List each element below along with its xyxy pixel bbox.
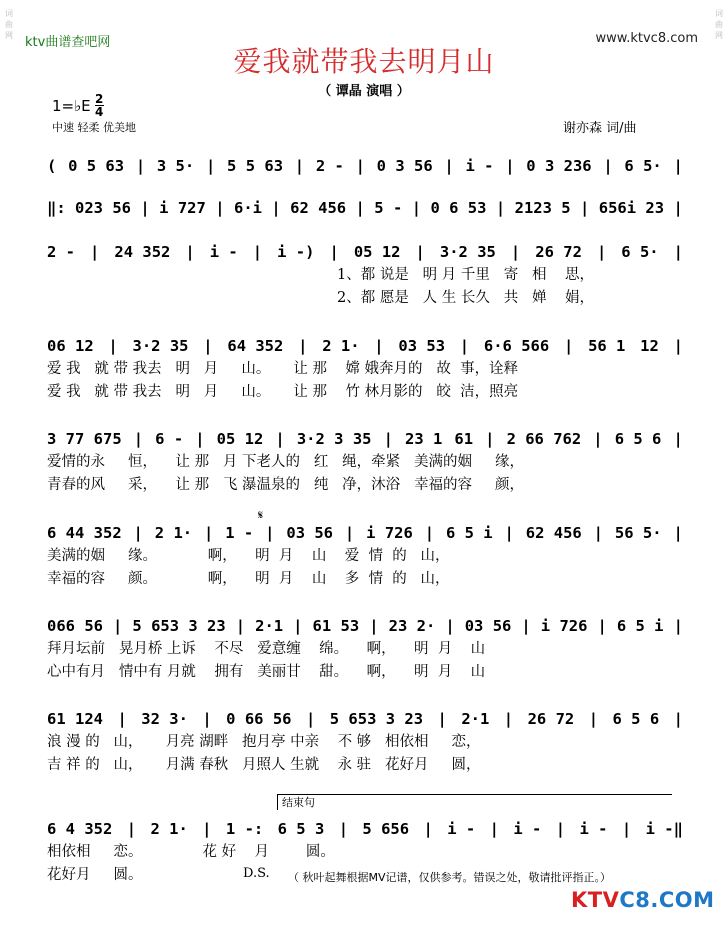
lyric-verse-1: 爱情的永 恒， 让 那 月 下老人的 红 绳，牵紧 美满的姻 缘， xyxy=(47,454,525,470)
time-signature-top: 2 xyxy=(94,92,104,106)
score-system-5 xyxy=(47,427,683,497)
lyric-verse-2: 花好月 圆。 xyxy=(47,867,143,883)
notation-line: 2 - | 24 352 | i - | i -) | 05 12 | 3·2 35 | 26 72 | 6 5· | xyxy=(47,243,683,261)
score-system-7 xyxy=(47,614,683,684)
lyric-verse-1: 拜月坛前 晃月桥 上诉 不尽 爱意缠 绵。 啊， 明 月 山 xyxy=(47,641,486,657)
credits: 谢亦森 词/曲 xyxy=(563,121,637,136)
score-system-6 xyxy=(47,521,683,591)
key-label: 1=♭E xyxy=(52,96,91,115)
score-system-2 xyxy=(47,196,683,220)
lyric-verse-1: 浪 漫 的 山， 月亮 湖畔 抱月亭 中亲 不 够 相依相 恋， xyxy=(47,734,481,750)
notation-line: 6 44 352 | 2 1· | 1 - | 03 56 | i 726 | 6 5 i | 62 456 | 56 5· | xyxy=(47,524,683,542)
site-url: www.ktvc8.com xyxy=(595,31,698,46)
lyric-verse-2: 心中有月 情中有 月就 拥有 美丽甘 甜。 啊， 明 月 山 xyxy=(47,664,486,680)
song-title: 爱我就带我去明月山 xyxy=(233,45,495,78)
notation-line: ‖: 023 56 | i 727 | 6·i | 62 456 | 5 - | 0 6 53 | 2123 5 | 656i 23 | xyxy=(47,199,683,217)
time-signature-bottom: 4 xyxy=(94,105,104,119)
logo-c8: C8.COM xyxy=(619,888,715,912)
transcription-note: （ 秋叶起舞根据MV记谱，仅供参考。错误之处，敬请批评指正。） xyxy=(288,871,612,884)
key-signature xyxy=(52,93,104,118)
lyric-verse-2: 吉 祥 的 山， 月满 春秋 月照人 生就 永 驻 花好月 圆， xyxy=(47,757,481,773)
site-logo xyxy=(571,888,715,912)
score-system-1 xyxy=(47,154,683,178)
lyric-verse-1: 1、都 说是 明 月 千里 寄 相 思， xyxy=(337,267,594,283)
lyric-verse-2: 爱 我 就 带 我去 明 月 山。 让 那 竹 林月影的 皎 洁，照亮 xyxy=(47,384,519,400)
ending-bracket xyxy=(277,794,672,810)
notation-line: 06 12 | 3·2 35 | 64 352 | 2 1· | 03 53 | 6·6 566 | 56 1 12 | xyxy=(47,337,683,355)
segno-sign: 𝄋 xyxy=(258,508,264,522)
site-name: ktv曲谱查吧网 xyxy=(25,35,111,50)
notation-line: 066 56 | 5 653 3 23 | 2·1 | 61 53 | 23 2· | 03 56 | i 726 | 6 5 i | xyxy=(47,617,683,635)
lyric-verse-1: 爱 我 就 带 我去 明 月 山。 让 那 嫦 娥奔月的 故 事，诠释 xyxy=(47,361,519,377)
score-system-4 xyxy=(47,334,683,404)
lyric-verse-1: 美满的姻 缘。 啊， 明 月 山 爱 情 的 山， xyxy=(47,548,450,564)
notation-line: 6 4 352 | 2 1· | 1 -: 6 5 3 | 5 656 | i - | i - | i - | i -‖ xyxy=(47,820,683,838)
singer-line: （ 谭晶 演唱 ） xyxy=(318,84,410,99)
time-signature xyxy=(95,93,104,118)
lyric-verse-2: 青春的风 采， 让 那 飞 瀑温泉的 纯 净，沐浴 幸福的容 颜， xyxy=(47,477,525,493)
side-watermark-left: 词曲网 xyxy=(5,9,13,40)
logo-ktv: KTV xyxy=(571,888,620,912)
dal-segno-mark: D.S. xyxy=(243,866,270,881)
lyric-verse-2: 幸福的容 颜。 啊， 明 月 山 多 情 的 山， xyxy=(47,571,450,587)
tempo-marking: 中速 轻柔 优美地 xyxy=(52,121,136,134)
score-system-8 xyxy=(47,707,683,777)
score-system-3 xyxy=(47,240,683,310)
ending-label: 结束句 xyxy=(282,796,315,809)
lyric-verse-2: 2、都 愿是 人 生 长久 共 婵 娟， xyxy=(337,290,594,306)
notation-line: 3 77 675 | 6 - | 05 12 | 3·2 3 35 | 23 1 61 | 2 66 762 | 6 5 6 | xyxy=(47,430,683,448)
side-watermark-right: 词曲网 xyxy=(715,9,723,40)
lyric-verse-1: 相依相 恋。 花 好 月 圆。 xyxy=(47,844,335,860)
notation-line: 61 124 | 32 3· | 0 66 56 | 5 653 3 23 | 2·1 | 26 72 | 6 5 6 | xyxy=(47,710,683,728)
notation-line: ( 0 5 63 | 3 5· | 5 5 63 | 2 - | 0 3 56 | i - | 0 3 236 | 6 5· | xyxy=(47,157,683,175)
